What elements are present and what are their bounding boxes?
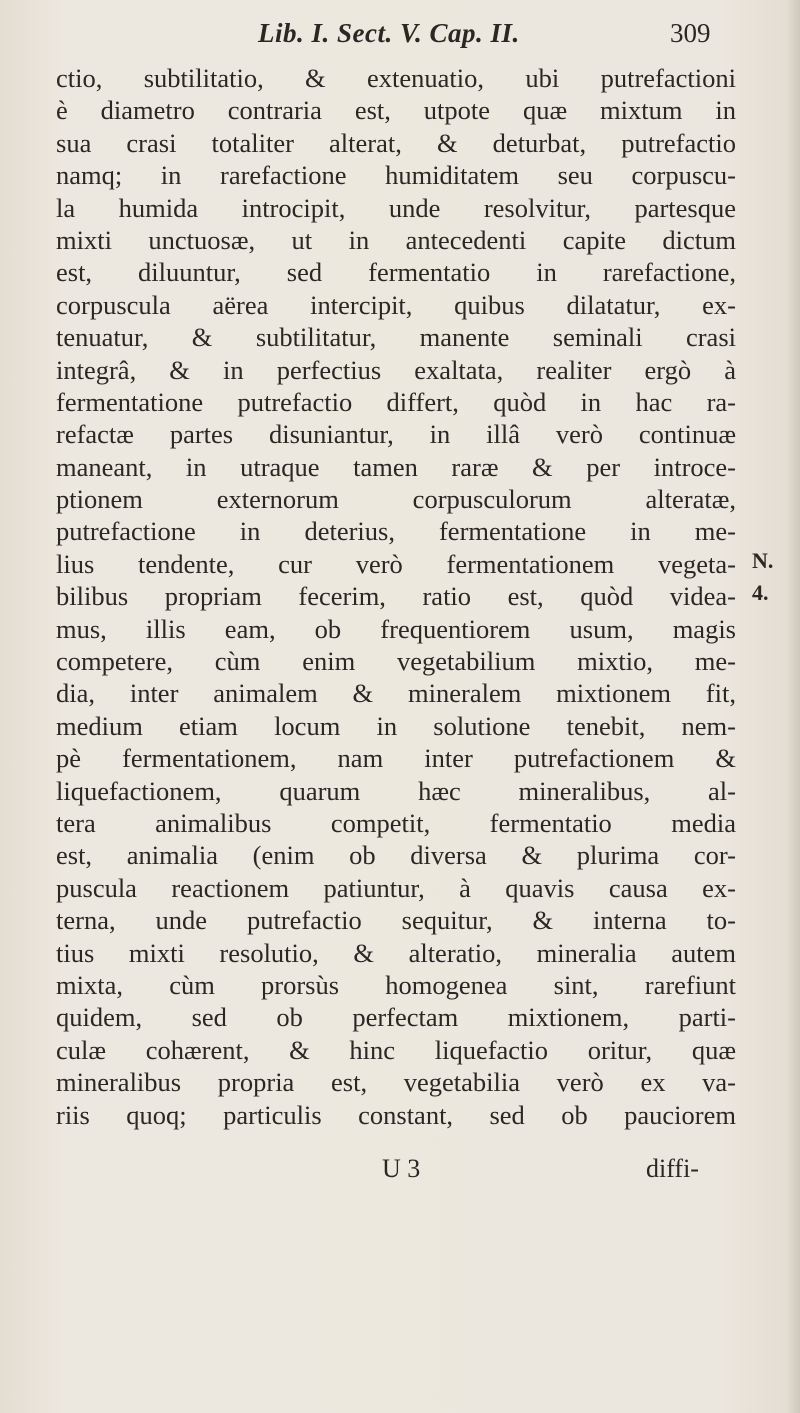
text-line: medium etiam locum in solutione tenebit, nem-: [56, 710, 736, 741]
text-line: corpuscula aërea intercipit, quibus dilatatur, ex-: [56, 289, 736, 320]
text-line: ptionem externorum corpusculorum alteratæ,: [56, 484, 736, 515]
text-line: est, animalia (enim ob diversa & plurima cor-: [56, 840, 736, 871]
text-line: putrefactione in deterius, fermentatione in me-: [56, 516, 736, 547]
text-line: terna, unde putrefactio sequitur, & interna to-: [56, 905, 736, 936]
page-number: 309: [670, 18, 711, 48]
text-line: pè fermentationem, nam inter putrefactionem &: [56, 743, 736, 774]
text-line: è diametro contraria est, utpote quæ mixtum in: [56, 95, 736, 126]
text-line: bilibus propriam fecerim, ratio est, quòd videa-: [56, 581, 736, 612]
text-line: maneant, in utraque tamen raræ & per introce-: [56, 451, 736, 482]
text-line: ctio, subtilitatio, & extenuatio, ubi putrefactioni: [56, 63, 736, 93]
page-edge-shadow: [786, 0, 800, 1413]
text-line: mineralibus propria est, vegetabilia verò ex va-: [56, 1067, 736, 1098]
text-line: puscula reactionem patiuntur, à quavis causa ex-: [56, 872, 736, 903]
margin-note-number: 4.: [752, 580, 769, 605]
body-text: [56, 62, 736, 1131]
text-line: liquefactionem, quarum hæc mineralibus, al-: [56, 775, 736, 806]
text-line: tius mixti resolutio, & alteratio, mineralia autem: [56, 937, 736, 968]
text-line: est, diluuntur, sed fermentatio in rarefactione,: [56, 257, 736, 288]
text-line: refactæ partes disuniantur, in illâ verò continuæ: [56, 419, 736, 450]
text-line: culæ cohærent, & hinc liquefactio oritur, quæ: [56, 1034, 736, 1065]
text-line: riis quoq; particulis constant, sed ob pauciorem: [56, 1099, 736, 1130]
signature-mark: U 3: [382, 1154, 421, 1183]
text-line: sua crasi totaliter alterat, & deturbat, putrefactio: [56, 127, 736, 158]
text-line: mixta, cùm prorsùs homogenea sint, rarefiunt: [56, 969, 736, 1000]
text-line: mixti unctuosæ, ut in antecedenti capite dictum: [56, 224, 736, 255]
running-head: Lib. I. Sect. V. Cap. II.: [258, 18, 520, 48]
text-line: integrâ, & in perfectius exaltata, realiter ergò à: [56, 354, 736, 385]
text-line: mus, illis eam, ob frequentiorem usum, magis: [56, 613, 736, 644]
margin-note-number: N.: [752, 548, 774, 573]
text-line: quidem, sed ob perfectam mixtionem, parti-: [56, 1002, 736, 1033]
catchword: diffi-: [646, 1154, 699, 1183]
page-footer: [56, 1154, 736, 1188]
text-line: tenuatur, & subtilitatur, manente seminali crasi: [56, 322, 736, 353]
text-line: dia, inter animalem & mineralem mixtionem fit,: [56, 678, 736, 709]
page-header: [0, 16, 800, 56]
text-line: tera animalibus competit, fermentatio media: [56, 807, 736, 838]
text-line: competere, cùm enim vegetabilium mixtio, me-: [56, 646, 736, 677]
text-line: la humida introcipit, unde resolvitur, partesque: [56, 192, 736, 223]
text-line: fermentatione putrefactio differt, quòd in hac ra-: [56, 386, 736, 417]
text-line: namq; in rarefactione humiditatem seu corpuscu-: [56, 160, 736, 191]
text-line: lius tendente, cur verò fermentationem vegeta-: [56, 548, 736, 579]
